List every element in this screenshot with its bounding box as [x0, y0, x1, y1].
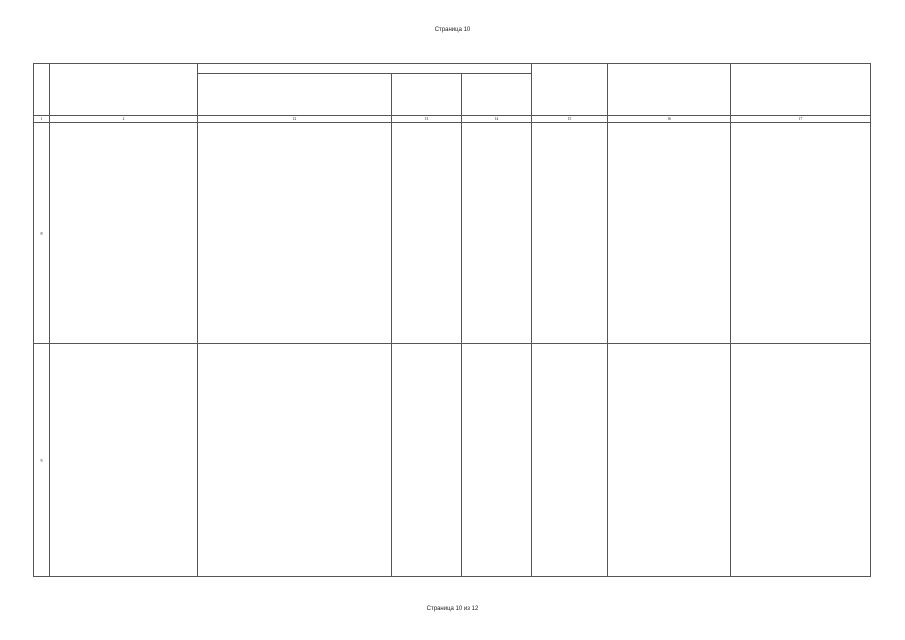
table-row — [34, 123, 871, 344]
page-header: Страница 10 — [434, 27, 471, 33]
col-header-num — [34, 64, 50, 116]
fkko-cell — [392, 344, 462, 577]
license-cell — [532, 123, 608, 344]
col-header-operation — [731, 64, 871, 116]
register-table — [33, 63, 871, 577]
waste-list-cell — [198, 123, 392, 344]
column-number-row — [34, 116, 871, 123]
column-number: 2 — [50, 116, 198, 123]
fkko-cell — [392, 123, 462, 344]
column-number: 1 — [34, 116, 50, 123]
col-header-object-name — [50, 64, 198, 116]
col-header-group-wastes — [198, 64, 532, 74]
object-cell — [50, 344, 198, 577]
waste-list-cell — [198, 344, 392, 577]
row-number: 8 — [34, 123, 50, 344]
col-header-fkko-code — [392, 74, 462, 116]
col-header-waste-name — [198, 74, 392, 116]
object-cell — [50, 123, 198, 344]
header-row-top — [34, 64, 871, 74]
volume-cell — [462, 123, 532, 344]
row-number: 9 — [34, 344, 50, 577]
column-number: 13 — [392, 116, 462, 123]
col-header-volume — [462, 74, 532, 116]
operation-cell — [731, 123, 871, 344]
column-number: 17 — [731, 116, 871, 123]
column-number: 12 — [198, 116, 392, 123]
table-row — [34, 344, 871, 577]
page-footer: Страница 10 из 12 — [426, 606, 479, 612]
volume-cell — [462, 344, 532, 577]
column-number: 14 — [462, 116, 532, 123]
expertise-cell — [608, 344, 731, 577]
col-header-license — [532, 64, 608, 116]
column-number: 15 — [532, 116, 608, 123]
license-cell — [532, 344, 608, 577]
expertise-cell — [608, 123, 731, 344]
column-number: 16 — [608, 116, 731, 123]
operation-cell — [731, 344, 871, 577]
col-header-expertise — [608, 64, 731, 116]
